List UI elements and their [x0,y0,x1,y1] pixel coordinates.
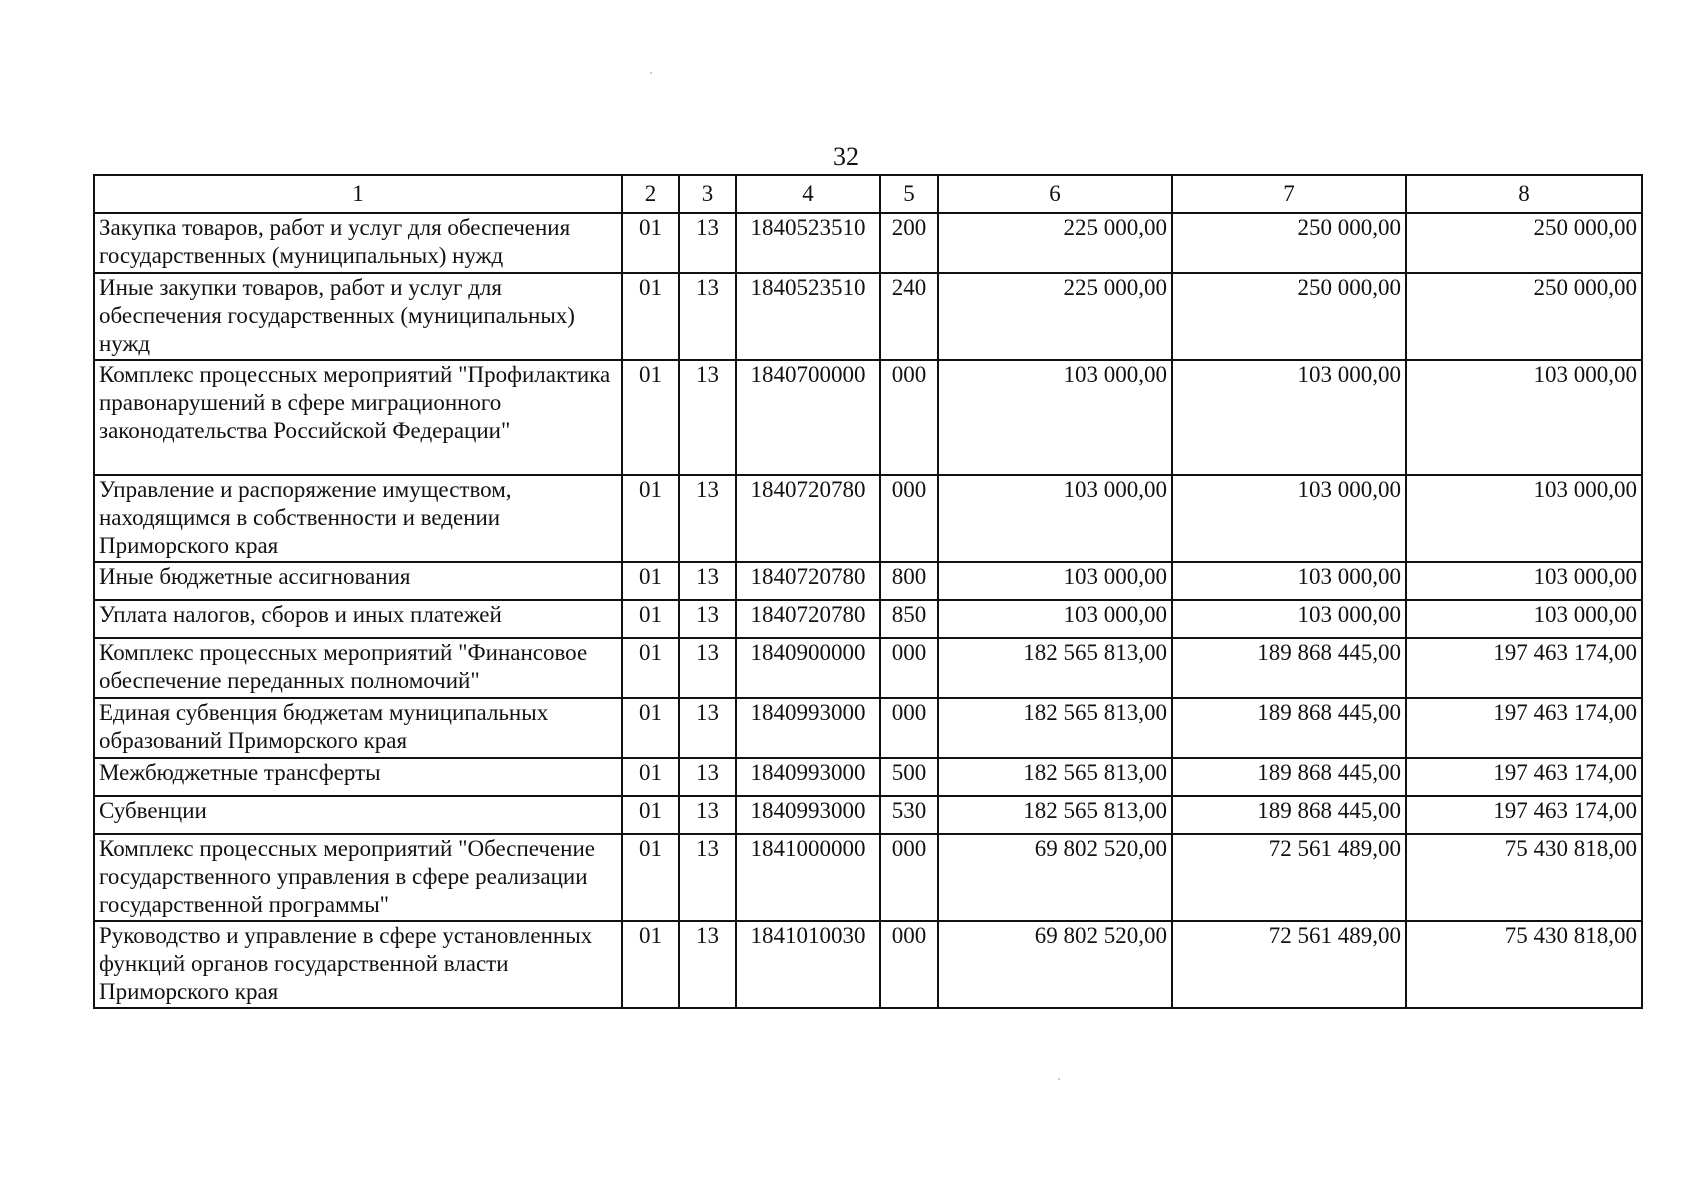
row-amount-col7: 103 000,00 [1172,475,1406,562]
row-expense-type: 000 [880,698,938,758]
row-amount-col8: 103 000,00 [1406,562,1642,600]
table-row [94,758,1642,796]
row-section: 01 [622,213,679,273]
row-amount-col7: 250 000,00 [1172,213,1406,273]
budget-table [93,174,1643,1009]
row-amount-col7: 250 000,00 [1172,273,1406,360]
table-header [94,175,1642,213]
row-amount-col8: 103 000,00 [1406,475,1642,562]
row-amount-col7: 103 000,00 [1172,562,1406,600]
row-subsection: 13 [679,698,736,758]
header-col-1: 1 [94,175,622,213]
scan-speck [650,72,652,74]
row-amount-col8: 75 430 818,00 [1406,834,1642,921]
row-amount-col7: 189 868 445,00 [1172,698,1406,758]
header-col-2: 2 [622,175,679,213]
row-name: Комплекс процессных мероприятий "Профилактика правонарушений в сфере миграционного законодательства Российской Федерации" [94,360,622,475]
row-subsection: 13 [679,213,736,273]
row-name: Управление и распоряжение имуществом, находящимся в собственности и ведении Приморского края [94,475,622,562]
row-amount-col8: 250 000,00 [1406,213,1642,273]
row-amount-col8: 103 000,00 [1406,360,1642,475]
row-expense-type: 240 [880,273,938,360]
row-target-code: 1840720780 [736,562,880,600]
row-amount-col6: 69 802 520,00 [938,834,1172,921]
row-section: 01 [622,273,679,360]
table-row [94,921,1642,1008]
row-amount-col6: 182 565 813,00 [938,638,1172,698]
row-target-code: 1840523510 [736,213,880,273]
row-expense-type: 000 [880,834,938,921]
row-name: Межбюджетные трансферты [94,758,622,796]
row-amount-col6: 103 000,00 [938,562,1172,600]
row-amount-col7: 103 000,00 [1172,600,1406,638]
row-target-code: 1840720780 [736,600,880,638]
row-amount-col8: 197 463 174,00 [1406,698,1642,758]
row-expense-type: 000 [880,921,938,1008]
row-name: Субвенции [94,796,622,834]
row-section: 01 [622,698,679,758]
row-subsection: 13 [679,562,736,600]
table-row [94,638,1642,698]
row-target-code: 1840993000 [736,698,880,758]
row-amount-col7: 72 561 489,00 [1172,834,1406,921]
table-row [94,600,1642,638]
row-subsection: 13 [679,600,736,638]
row-amount-col6: 103 000,00 [938,475,1172,562]
row-section: 01 [622,600,679,638]
row-expense-type: 530 [880,796,938,834]
row-expense-type: 000 [880,638,938,698]
row-target-code: 1840720780 [736,475,880,562]
table-row [94,698,1642,758]
header-col-5: 5 [880,175,938,213]
row-amount-col8: 250 000,00 [1406,273,1642,360]
table-row [94,562,1642,600]
row-expense-type: 800 [880,562,938,600]
row-subsection: 13 [679,638,736,698]
header-row [94,175,1642,213]
table-body [94,213,1642,1008]
table-row [94,360,1642,475]
row-section: 01 [622,834,679,921]
row-name: Единая субвенция бюджетам муниципальных образований Приморского края [94,698,622,758]
header-col-4: 4 [736,175,880,213]
row-name: Комплекс процессных мероприятий "Обеспечение государственного управления в сфере реализации государственной программы" [94,834,622,921]
row-amount-col7: 103 000,00 [1172,360,1406,475]
header-col-7: 7 [1172,175,1406,213]
row-amount-col6: 182 565 813,00 [938,698,1172,758]
row-subsection: 13 [679,758,736,796]
row-expense-type: 500 [880,758,938,796]
row-subsection: 13 [679,273,736,360]
row-section: 01 [622,638,679,698]
row-amount-col6: 182 565 813,00 [938,758,1172,796]
row-subsection: 13 [679,475,736,562]
row-amount-col6: 69 802 520,00 [938,921,1172,1008]
row-amount-col6: 103 000,00 [938,360,1172,475]
row-amount-col6: 182 565 813,00 [938,796,1172,834]
row-expense-type: 850 [880,600,938,638]
row-amount-col6: 225 000,00 [938,213,1172,273]
table-row [94,796,1642,834]
row-name: Иные закупки товаров, работ и услуг для обеспечения государственных (муниципальных) нужд [94,273,622,360]
row-subsection: 13 [679,796,736,834]
row-target-code: 1840993000 [736,758,880,796]
row-section: 01 [622,562,679,600]
scan-speck [1058,1078,1060,1080]
row-subsection: 13 [679,921,736,1008]
page-number: 32 [833,142,859,171]
row-section: 01 [622,921,679,1008]
row-subsection: 13 [679,360,736,475]
row-section: 01 [622,796,679,834]
row-name: Уплата налогов, сборов и иных платежей [94,600,622,638]
header-col-6: 6 [938,175,1172,213]
row-amount-col8: 197 463 174,00 [1406,758,1642,796]
row-amount-col7: 72 561 489,00 [1172,921,1406,1008]
table-row [94,273,1642,360]
row-target-code: 1840700000 [736,360,880,475]
row-name: Комплекс процессных мероприятий "Финансовое обеспечение переданных полномочий" [94,638,622,698]
row-name: Иные бюджетные ассигнования [94,562,622,600]
row-amount-col8: 197 463 174,00 [1406,796,1642,834]
table-row [94,475,1642,562]
row-amount-col7: 189 868 445,00 [1172,638,1406,698]
row-target-code: 1840900000 [736,638,880,698]
header-col-3: 3 [679,175,736,213]
row-expense-type: 000 [880,475,938,562]
row-amount-col7: 189 868 445,00 [1172,758,1406,796]
row-name: Руководство и управление в сфере установленных функций органов государственной власти Приморского края [94,921,622,1008]
row-amount-col8: 197 463 174,00 [1406,638,1642,698]
table-row [94,834,1642,921]
row-target-code: 1841000000 [736,834,880,921]
table-row [94,213,1642,273]
row-amount-col6: 103 000,00 [938,600,1172,638]
header-col-8: 8 [1406,175,1642,213]
row-target-code: 1841010030 [736,921,880,1008]
row-subsection: 13 [679,834,736,921]
row-section: 01 [622,360,679,475]
row-amount-col7: 189 868 445,00 [1172,796,1406,834]
row-amount-col8: 103 000,00 [1406,600,1642,638]
row-expense-type: 000 [880,360,938,475]
row-section: 01 [622,758,679,796]
row-target-code: 1840523510 [736,273,880,360]
row-name: Закупка товаров, работ и услуг для обеспечения государственных (муниципальных) нужд [94,213,622,273]
row-section: 01 [622,475,679,562]
row-amount-col6: 225 000,00 [938,273,1172,360]
row-expense-type: 200 [880,213,938,273]
row-amount-col8: 75 430 818,00 [1406,921,1642,1008]
row-target-code: 1840993000 [736,796,880,834]
